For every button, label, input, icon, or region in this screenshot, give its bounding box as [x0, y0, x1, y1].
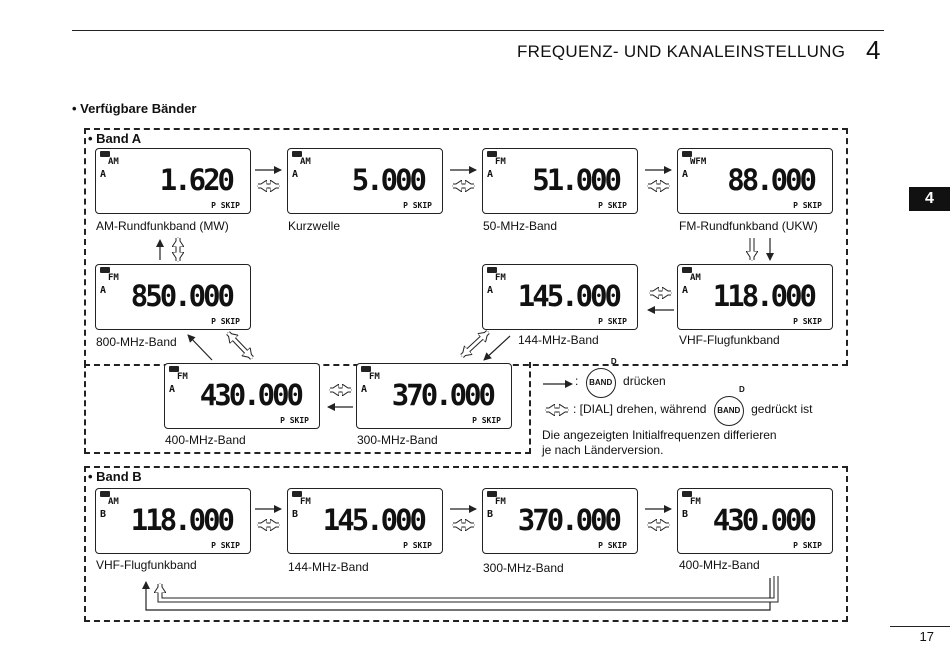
- mode-indicator: FM: [495, 273, 506, 283]
- chapter-tab: 4: [909, 187, 950, 211]
- mode-indicator: FM: [495, 497, 506, 507]
- mode-indicator: FM: [108, 273, 119, 283]
- band-caption: 50-MHz-Band: [483, 219, 558, 233]
- band-caption: 400-MHz-Band: [679, 558, 760, 572]
- band-button-icon: [586, 357, 617, 398]
- skip-indicator: P SKIP: [211, 541, 240, 550]
- mode-indicator: AM: [300, 157, 311, 167]
- band-caption: 144-MHz-Band: [518, 333, 599, 347]
- band-caption: 300-MHz-Band: [357, 433, 438, 447]
- band-caption: 800-MHz-Band: [96, 335, 177, 349]
- skip-indicator: P SKIP: [793, 201, 822, 210]
- frequency-readout: 1.620: [159, 163, 232, 197]
- band-indicator: A: [682, 169, 689, 180]
- band-indicator: A: [292, 169, 299, 180]
- skip-indicator: P SKIP: [598, 317, 627, 326]
- frequency-readout: 5.000: [351, 163, 424, 197]
- skip-indicator: P SKIP: [280, 416, 309, 425]
- legend-rotate-prefix: : [DIAL] drehen, während: [573, 402, 707, 416]
- band-indicator: A: [682, 285, 689, 296]
- band-indicator: B: [682, 509, 689, 520]
- page-number: 17: [919, 629, 934, 644]
- section-title: • Verfügbare Bänder: [72, 101, 197, 116]
- band-indicator: A: [100, 169, 107, 180]
- frequency-readout: 51.000: [532, 163, 619, 197]
- band-indicator: A: [487, 285, 494, 296]
- mode-indicator: AM: [108, 497, 119, 507]
- band-caption: Kurzwelle: [288, 219, 341, 233]
- skip-indicator: P SKIP: [211, 317, 240, 326]
- legend-note-2: je nach Länderversion.: [542, 443, 664, 457]
- frequency-readout: 370.000: [517, 503, 619, 537]
- band-button-label: BAND: [717, 406, 741, 415]
- band-indicator: B: [100, 509, 107, 520]
- frequency-readout: 88.000: [727, 163, 814, 197]
- band-indicator: B: [292, 509, 299, 520]
- band-indicator: B: [487, 509, 494, 520]
- skip-indicator: P SKIP: [598, 541, 627, 550]
- band-button-icon: [714, 385, 745, 426]
- band-button-label: BAND: [589, 378, 613, 387]
- legend-press: [575, 357, 666, 398]
- band-indicator: A: [487, 169, 494, 180]
- frequency-readout: 145.000: [322, 503, 424, 537]
- band-indicator: A: [100, 285, 107, 296]
- legend-note-1: Die angezeigten Initialfrequenzen differieren: [542, 428, 777, 442]
- mode-indicator: FM: [300, 497, 311, 507]
- frequency-readout: 118.000: [130, 503, 232, 537]
- frequency-readout: 430.000: [199, 378, 301, 412]
- band-caption: 300-MHz-Band: [483, 561, 564, 575]
- band-caption: AM-Rundfunkband (MW): [96, 219, 229, 233]
- band-caption: VHF-Flugfunkband: [679, 333, 780, 347]
- mode-indicator: FM: [177, 372, 188, 382]
- chapter-number: 4: [866, 35, 881, 65]
- mode-indicator: FM: [369, 372, 380, 382]
- mode-indicator: WFM: [690, 157, 707, 167]
- band-indicator: A: [361, 384, 368, 395]
- frequency-readout: 430.000: [712, 503, 814, 537]
- skip-indicator: P SKIP: [403, 541, 432, 550]
- frequency-readout: 118.000: [712, 279, 814, 313]
- frequency-readout: 370.000: [391, 378, 493, 412]
- page-header-title: FREQUENZ- UND KANALEINSTELLUNG: [517, 42, 846, 61]
- frequency-readout: 850.000: [130, 279, 232, 313]
- frequency-readout: 145.000: [517, 279, 619, 313]
- legend-rotate-suffix: gedrückt ist: [751, 402, 813, 416]
- legend-press-prefix: :: [575, 374, 579, 388]
- band-a-label: • Band A: [88, 131, 142, 146]
- skip-indicator: P SKIP: [793, 317, 822, 326]
- band-caption: 400-MHz-Band: [165, 433, 246, 447]
- skip-indicator: P SKIP: [403, 201, 432, 210]
- mode-indicator: FM: [495, 157, 506, 167]
- band-b-label: • Band B: [88, 469, 142, 484]
- mode-indicator: AM: [690, 273, 701, 283]
- skip-indicator: P SKIP: [793, 541, 822, 550]
- skip-indicator: P SKIP: [598, 201, 627, 210]
- band-indicator: A: [169, 384, 176, 395]
- band-caption: VHF-Flugfunkband: [96, 558, 197, 572]
- skip-indicator: P SKIP: [472, 416, 501, 425]
- skip-indicator: P SKIP: [211, 201, 240, 210]
- band-caption: FM-Rundfunkband (UKW): [679, 219, 818, 233]
- mode-indicator: FM: [690, 497, 701, 507]
- footer-rule: [890, 626, 950, 627]
- legend-press-suffix: drücken: [623, 374, 666, 388]
- band-button-sup: D: [610, 357, 617, 366]
- mode-indicator: AM: [108, 157, 119, 167]
- band-button-sup: D: [738, 385, 745, 394]
- band-caption: 144-MHz-Band: [288, 560, 369, 574]
- legend-rotate: [573, 385, 813, 426]
